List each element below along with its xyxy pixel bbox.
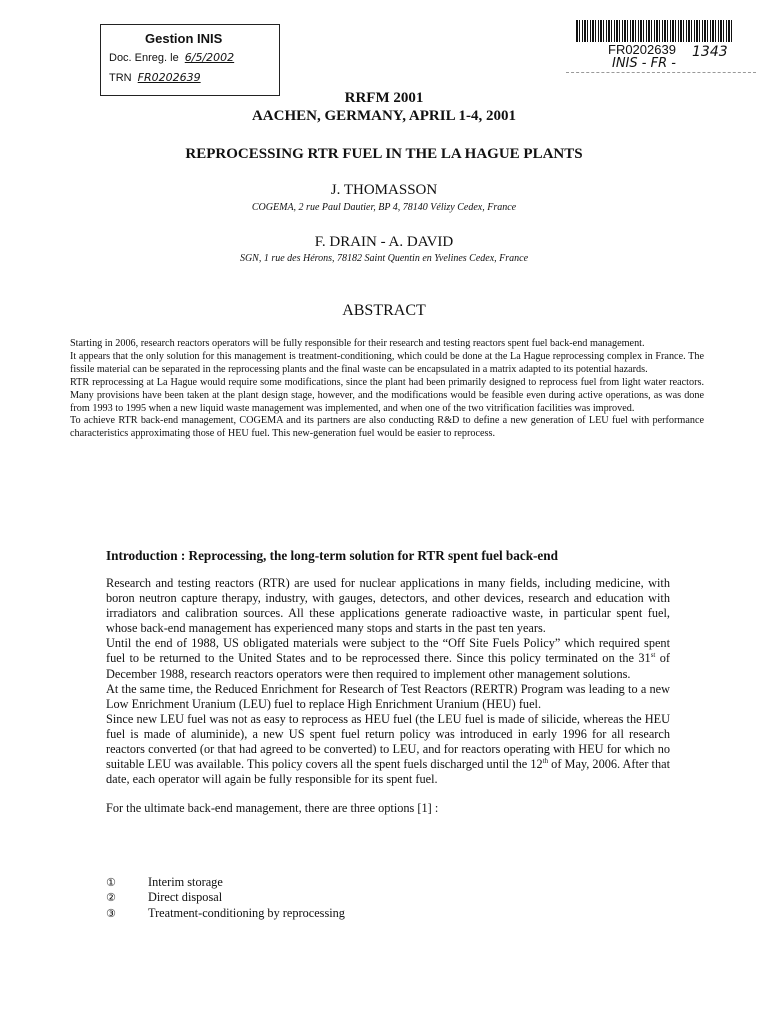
- stamp-doc-date: 6/5/2002: [184, 51, 235, 64]
- conference-name: RRFM 2001: [344, 90, 424, 106]
- option-label: Treatment-conditioning by reprocessing: [148, 905, 345, 920]
- intro-paragraph: For the ultimate back-end management, there are three options [1] :: [106, 801, 439, 816]
- report-code: FR0202639: [608, 42, 676, 57]
- abstract-paragraph: It appears that the only solution for this management is treatment-conditioning, which could be done at the La Hague reprocessing complex in France. The fissile material can be separated in the reprocessing plants and the final waste can be encapsulated in a matrix adapted to its potential hazards.: [70, 350, 704, 375]
- abstract-paragraph: RTR reprocessing at La Hague would require some modifications, since the plant had been primarily designed to reprocess fuel from light water reactors. Many provisions have been taken at the plant design stage, however, and the modifications would be feasible even during active operations, as was done from 1993 to 1995 when a new liquid waste management was implemented, and when one of the two vitrification facilities was improved.: [70, 376, 704, 414]
- affiliation-2: SGN, 1 rue des Hérons, 78182 Saint Quentin en Yvelines Cedex, France: [239, 253, 529, 264]
- abstract-paragraph: Starting in 2006, research reactors operators will be fully responsible for their research and testing reactors spent fuel back-end management.: [70, 338, 645, 349]
- option-number: ③: [106, 906, 116, 920]
- stamp-doc-label: Doc. Enreg. le: [109, 52, 179, 64]
- paper-title: REPROCESSING RTR FUEL IN THE LA HAGUE PLANTS: [185, 146, 583, 162]
- options-list: [106, 875, 345, 921]
- abstract-paragraph: To achieve RTR back-end management, COGEMA and its partners are also conducting R&D to define a new generation of LEU fuel with performance characteristics approximating those of HEU fuel. This new-generation fuel would be easier to reprocess.: [70, 415, 704, 440]
- list-item: [106, 906, 345, 921]
- stamp-trn-label: TRN: [109, 72, 132, 84]
- intro-text: of December 1988, research reactors operators were then required to implement other management solutions.: [106, 651, 670, 681]
- option-label: Direct disposal: [148, 890, 223, 905]
- dashed-rule: [566, 72, 756, 73]
- stamp-doc-line: [109, 51, 234, 64]
- stamp-trn-number: FR0202639: [137, 71, 201, 84]
- option-number: ①: [106, 876, 116, 889]
- conference-location: AACHEN, GERMANY, APRIL 1-4, 2001: [251, 108, 517, 124]
- handwritten-number: 1343: [692, 44, 728, 60]
- list-item: [106, 890, 345, 905]
- abstract-body: [70, 338, 704, 441]
- option-label: Interim storage: [148, 875, 223, 889]
- intro-heading: Introduction : Reprocessing, the long-term solution for RTR spent fuel back-end: [106, 548, 558, 563]
- author-1: J. THOMASSON: [330, 182, 438, 198]
- author-2: F. DRAIN - A. DAVID: [314, 234, 454, 250]
- intro-paragraph: [106, 712, 670, 787]
- inis-stamp: [100, 24, 280, 96]
- intro-paragraph: [106, 636, 670, 681]
- intro-text: Until the end of 1988, US obligated materials were subject to the “Off Site Fuels Policy” which required spent fuel to be returned to the United States and to be reprocessed there. Since this policy terminated on the 31: [106, 636, 670, 666]
- option-number: ②: [106, 891, 116, 905]
- intro-text: of May, 2006. After that date, each operator will again be fully responsible for its spent fuel.: [106, 757, 670, 787]
- list-item: [106, 875, 345, 890]
- intro-paragraph: At the same time, the Reduced Enrichment for Research of Test Reactors (RERTR) Program was leading to a new Low Enrichment Uranium (LEU) fuel to replace High Enrichment Uranium (HEU) fuel.: [106, 681, 670, 711]
- superscript: th: [542, 757, 549, 766]
- intro-body: [106, 576, 670, 816]
- abstract-heading: ABSTRACT: [342, 302, 426, 319]
- affiliation-1: COGEMA, 2 rue Paul Dautier, BP 4, 78140 Vélizy Cedex, France: [251, 202, 517, 213]
- superscript: st: [650, 651, 656, 660]
- stamp-title: Gestion INIS: [145, 31, 223, 46]
- stamp-trn-line: [109, 71, 201, 84]
- intro-paragraph: Research and testing reactors (RTR) are used for nuclear applications in many fields, including medicine, with boron neutron capture therapy, industry, with gauges, detectors, and other devices, research and education with irradiators and calibration sources. All these applications generate radioactive waste, in particular spent fuel, whose back-end management has experienced many stops and starts in the past ten years.: [106, 576, 670, 636]
- barcode: [576, 20, 734, 42]
- handwritten-ref: INIS - FR -: [612, 56, 676, 71]
- intro-text: Since new LEU fuel was not as easy to reprocess as HEU fuel (the LEU fuel is made of silicide, whereas the HEU fuel is made of aluminide), a new US spent fuel return policy was introduced in early 1996 for all research reactors converted (or that had agreed to be converted) to LEU, and for reactors operating with HEU for which no suitable LEU was available. This policy covers all the spent fuels discharged until the 12: [106, 711, 670, 772]
